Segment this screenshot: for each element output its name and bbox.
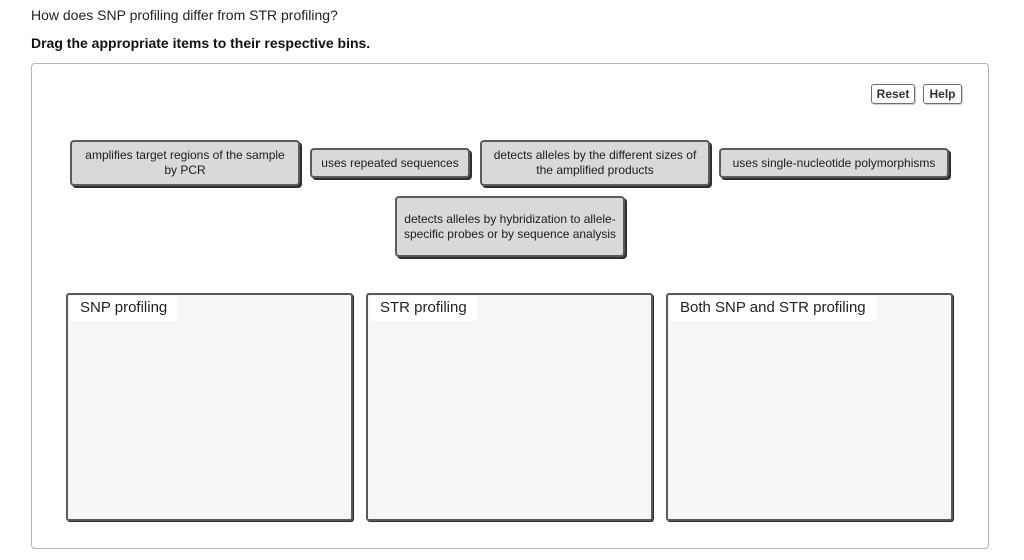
draggable-label-hybridization-probes[interactable]: detects alleles by hybridization to allele-specific probes or by sequence analysis bbox=[395, 196, 625, 257]
bin-both-profiling[interactable] bbox=[666, 293, 953, 521]
bin-str-profiling[interactable] bbox=[366, 293, 653, 521]
question-text: How does SNP profiling differ from STR profiling? bbox=[31, 7, 338, 23]
bin-title: STR profiling bbox=[370, 296, 477, 321]
draggable-label-single-nucleotide[interactable]: uses single-nucleotide polymorphisms bbox=[719, 148, 949, 178]
bin-title: Both SNP and STR profiling bbox=[670, 296, 876, 321]
draggable-label-amplifies-pcr[interactable]: amplifies target regions of the sample by PCR bbox=[70, 140, 300, 186]
draggable-label-different-sizes[interactable]: detects alleles by the different sizes of the amplified products bbox=[480, 140, 710, 186]
bin-snp-profiling[interactable] bbox=[66, 293, 353, 521]
bin-title: SNP profiling bbox=[70, 296, 177, 321]
draggable-label-repeated-sequences[interactable]: uses repeated sequences bbox=[310, 148, 470, 178]
help-button[interactable]: Help bbox=[923, 84, 962, 104]
drag-drop-panel bbox=[31, 63, 989, 549]
instruction-text: Drag the appropriate items to their respective bins. bbox=[31, 35, 371, 51]
reset-button[interactable]: Reset bbox=[871, 84, 915, 104]
